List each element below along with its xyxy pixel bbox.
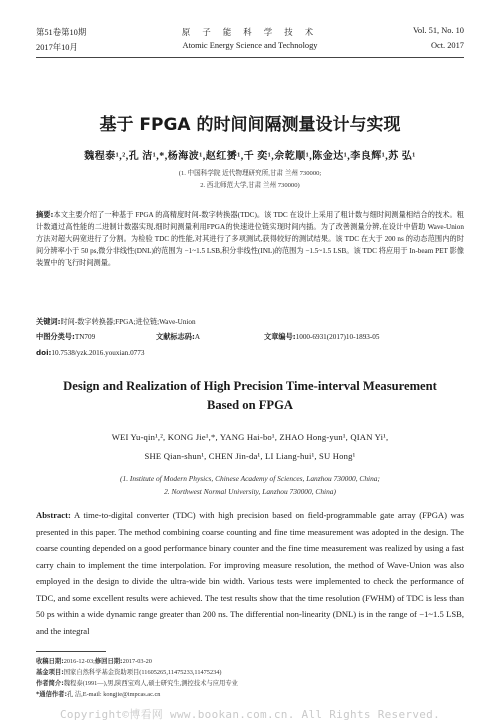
footnote-rule	[36, 651, 106, 652]
article-number-value: 1000-6931(2017)10-1893-05	[295, 333, 380, 341]
journal-name-cn: 原 子 能 科 学 技 术	[181, 28, 319, 37]
document-code-label: 文献标志码:	[156, 332, 195, 341]
classification-row	[36, 332, 476, 344]
footnotes	[36, 656, 464, 700]
affiliation-en-1: (1. Institute of Modern Physics, Chinese Academy of Sciences, Lanzhou 730000, China;	[120, 474, 380, 483]
journal-date-en: Oct. 2017	[430, 41, 464, 50]
article-number-label: 文章编号:	[264, 332, 296, 341]
abstract-en-label: Abstract:	[36, 510, 71, 520]
abstract-cn-text: 本文主要介绍了一种基于 FPGA 的高精度时间-数字转换器(TDC)。该 TDC 在设计上采用了粗计数与细时间测量相结合的技术。粗计数通过高性能的二进制计数器实现,细时间测量利用FPGA的快速进位链实现时间内插。为了改善测量分辨,在设计中借助 Wave-Union 方法对超大码宽进行了分割。为检验 TDC 的性能,对其进行了多项测试,获得较好的测试结果。该 TDC 在大于 200 ns 的动态范围内的时间分辨率小于 50 ps,微分非线性(DNL)的范围为 −1~1.5 LSB,积分非线性(INL)的范围为 −1.5~1.5 LSB。该 TDC 将应用于 In-beam PET 影像装置中的飞行时间测量。	[36, 211, 464, 267]
keywords-cn	[36, 317, 464, 327]
author-list-en	[40, 428, 460, 466]
footnote-corresponding	[36, 689, 464, 700]
paper-title-cn: 基于 FPGA 的时间间隔测量设计与实现	[99, 115, 401, 135]
abstract-cn-label: 摘要:	[36, 210, 54, 219]
author-list-en-line-2: SHE Qian-shun¹, CHEN Jin-da¹, LI Liang-hui¹, SU Hong¹	[144, 451, 356, 461]
corresponding-author-label: *通信作者:	[36, 691, 67, 698]
running-header	[36, 26, 464, 66]
author-list-en-line-1: WEI Yu-qin¹,², KONG Jie¹,*, YANG Hai-bo¹, ZHAO Hong-yun¹, QIAN Yi¹,	[111, 432, 389, 442]
author-bio-label: 作者简介:	[36, 680, 64, 687]
funding-label: 基金项目:	[36, 669, 64, 676]
paper-title-en-line-2: Based on FPGA	[206, 398, 294, 412]
journal-volume-issue: 第51卷第10期	[36, 28, 87, 37]
journal-volume-issue-en: Vol. 51, No. 10	[412, 26, 464, 35]
doi-value: 10.7538/yzk.2016.youxian.0773	[51, 349, 145, 357]
document-code	[156, 332, 200, 342]
abstract-cn	[36, 209, 464, 269]
funding-text: 国家自然科学基金资助项目(11605265,11475233,11475234)	[63, 669, 222, 676]
footnote-funding	[36, 667, 464, 678]
footnote-dates	[36, 656, 464, 667]
document-code-value: A	[194, 333, 201, 341]
revised-date-label: 修回日期:	[94, 658, 123, 665]
affiliation-cn-2: 2. 西北师范大学,甘肃 兰州 730000)	[200, 182, 300, 189]
header-rule	[36, 57, 464, 58]
keywords-cn-label: 关键词:	[36, 317, 61, 326]
author-bio-text: 魏程泰(1991—),男,陕西宝鸡人,硕士研究生,测控技术与应用专业	[63, 680, 238, 687]
footnote-author-bio	[36, 678, 464, 689]
clc-label: 中图分类号:	[36, 332, 75, 341]
copyright-watermark: Copyright©博看网 www.bookan.com.cn. All Rights Reserved.	[59, 708, 441, 721]
abstract-en-text: A time-to-digital converter (TDC) with high precision based on field-programmable gate array (FPGA) was presented in this paper. The method combining coarse counting and fine time measurement was adopted in the design. The coarse counting depended on a good performance binary counter and the fine time measurement was realized by using a fast carry chain to implement the time interpolation. For improving measure resolution, the method of Wave-Union was also employed in the design to divide the ultra-wide bin width. Various tests were implemented to check the performance of TDC, and some excellent results were achieved. The test results show that the time resolution (FWHM) of TDC is less than 50 ps within a wide dynamic range greater than 200 ns. The differential non-linearity (DNL) is in the range of −1~1.5 LSB, and the integral	[36, 510, 464, 636]
received-date-label: 收稿日期:	[36, 658, 64, 665]
doi-line	[36, 348, 144, 357]
affiliation-cn-1: (1. 中国科学院 近代物理研究所,甘肃 兰州 730000;	[178, 170, 322, 177]
received-date: 2016-12-03;	[63, 658, 95, 665]
revised-date: 2017-03-20	[122, 658, 152, 665]
journal-date-cn: 2017年10月	[36, 43, 78, 52]
author-list-cn: 魏程泰¹,²,孔 洁¹,*,杨海波¹,赵红赟¹,千 奕¹,佘乾顺¹,陈金达¹,李良辉¹,苏 弘¹	[84, 151, 416, 162]
journal-name-en: Atomic Energy Science and Technology	[182, 41, 318, 50]
doi-label: doi:	[36, 348, 52, 357]
abstract-en	[36, 507, 464, 639]
clc-value: TN709	[74, 333, 96, 341]
article-number	[264, 332, 379, 342]
keywords-cn-text: 时间-数字转换器;FPGA;进位链;Wave-Union	[60, 318, 196, 326]
paper-title-en	[40, 377, 460, 415]
corresponding-author-text: 孔 洁,E-mail: kongjie@impcas.ac.cn	[67, 691, 161, 698]
clc-number	[36, 332, 95, 342]
affiliation-en-2: 2. Northwest Normal University, Lanzhou 730000, China)	[164, 487, 336, 496]
paper-title-en-line-1: Design and Realization of High Precision Time-interval Measurement	[63, 379, 437, 393]
